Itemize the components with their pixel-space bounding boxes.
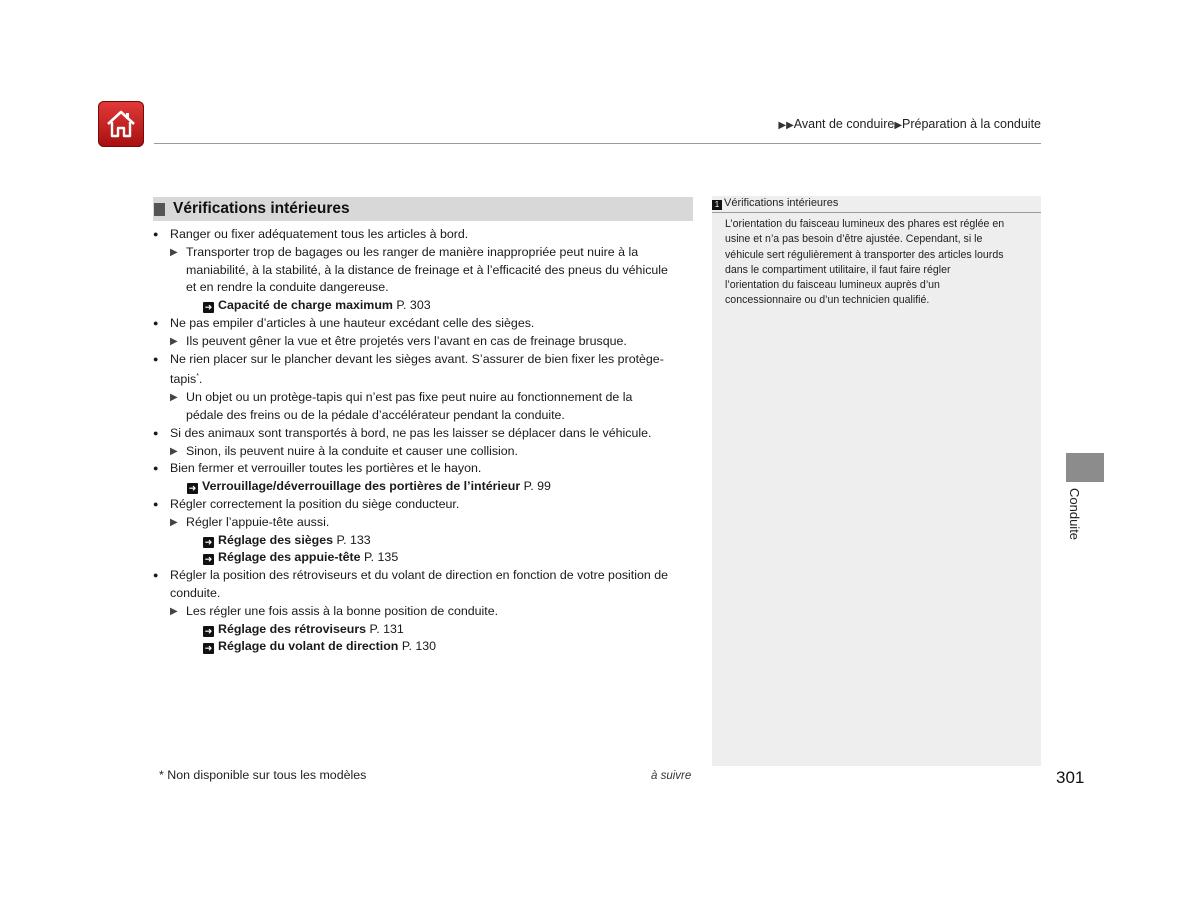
bullet-text: Régler correctement la position du siège conducteur. [170, 497, 460, 512]
bullet-text: Ne rien placer sur le plancher devant les sièges avant. S’assurer de bien fixer les protège- [170, 351, 664, 366]
reference-page[interactable]: P. 133 [336, 532, 371, 547]
bullet-text: Ne pas empiler d’articles à une hauteur excédant celle des sièges. [170, 315, 535, 330]
bullet-dot-icon: ● [153, 229, 159, 239]
reference-title[interactable]: Capacité de charge maximum [218, 298, 393, 313]
cross-reference-link[interactable] [153, 297, 698, 315]
reference-title[interactable]: Réglage du volant de direction [218, 639, 399, 654]
bullet-item [153, 351, 698, 369]
header-divider [154, 143, 1041, 144]
triangle-bullet-icon: ▶ [170, 246, 178, 258]
continued-label: à suivre [651, 770, 692, 782]
chapter-tab-label: Conduite [1067, 488, 1082, 541]
cross-reference-link[interactable] [153, 638, 698, 656]
side-panel-line: usine et n’a pas besoin d’être ajustée. Cependant, si le [725, 233, 983, 246]
sub-text: Ils peuvent gêner la vue et être projetés vers l’avant en cas de freinage brusque. [186, 333, 627, 348]
home-button[interactable] [98, 101, 144, 147]
continuation-text: conduite. [170, 586, 221, 601]
reference-title[interactable]: Réglage des appuie-tête [218, 550, 361, 565]
triangle-bullet-icon: ▶ [170, 335, 178, 347]
continuation-text: tapis [170, 372, 197, 387]
reference-arrow-icon: ➜ [204, 643, 213, 654]
chapter-tab[interactable] [1066, 453, 1104, 482]
bullet-dot-icon: ● [153, 570, 159, 581]
bullet-text: Régler la position des rétroviseurs et du volant de direction en fonction de votre position de [170, 568, 668, 583]
reference-arrow-icon: ➜ [204, 554, 213, 565]
chapter-tab-label-wrap [1066, 488, 1086, 548]
bullet-text: Ranger ou fixer adéquatement tous les articles à bord. [170, 227, 469, 241]
sub-text: Transporter trop de bagages ou les ranger de manière inappropriée peut nuire à la [186, 244, 639, 259]
main-content [153, 226, 698, 656]
reference-arrow-icon: 1 [712, 200, 722, 210]
punctuation: . [198, 372, 203, 387]
triangle-bullet-icon: ▶ [170, 392, 178, 404]
triangle-bullet-icon: ▶ [170, 516, 178, 528]
bullet-dot-icon: ● [153, 463, 159, 474]
reference-page[interactable]: P. 130 [401, 639, 437, 654]
sub-item [153, 443, 698, 461]
breadcrumb-item[interactable]: Avant de conduire [793, 117, 895, 131]
sub-text: Les régler une fois assis à la bonne position de conduite. [186, 603, 499, 618]
reference-arrow-icon: ➜ [204, 536, 213, 547]
triangle-bullet-icon: ▶ [170, 445, 178, 457]
reference-arrow-icon: ➜ [204, 625, 213, 636]
section-square-icon [154, 203, 165, 216]
side-panel-line: L’orientation du faisceau lumineux des phares est réglée en [725, 218, 1005, 230]
sub-item [153, 244, 698, 262]
bullet-item [153, 226, 698, 244]
cross-reference-link[interactable] [153, 532, 698, 550]
reference-arrow-icon: ➜ [188, 483, 197, 494]
reference-page[interactable]: P. 99 [523, 479, 551, 494]
side-panel-body [725, 217, 1030, 309]
bullet-dot-icon: ● [153, 499, 159, 510]
side-panel-title: Vérifications intérieures [724, 197, 839, 209]
bullet-item [153, 496, 698, 514]
cross-reference-link[interactable] [153, 621, 698, 639]
continuation-text: pédale des freins ou de la pédale d’accélérateur pendant la conduite. [186, 408, 565, 423]
side-panel-line: l’orientation du faisceau lumineux auprès d’un [725, 279, 940, 292]
home-icon [105, 108, 137, 140]
bullet-text: Bien fermer et verrouiller toutes les portières et le hayon. [170, 461, 482, 476]
triangle-bullet-icon: ▶ [170, 605, 178, 617]
sub-item [153, 333, 698, 351]
reference-title[interactable]: Verrouillage/déverrouillage des portières de l’intérieur [202, 479, 521, 494]
sub-item [153, 389, 698, 407]
continuation-line [153, 407, 698, 425]
reference-arrow-icon: ➜ [204, 302, 213, 313]
footnote-marker: * [196, 373, 199, 381]
footnote: * Non disponible sur tous les modèles [159, 768, 367, 782]
reference-title[interactable]: Réglage des sièges [218, 532, 334, 547]
sub-text: Un objet ou un protège-tapis qui n’est pas fixe peut nuire au fonctionnement de la [186, 390, 633, 405]
breadcrumb [778, 117, 1041, 131]
continuation-text: et en rendre la conduite dangereuse. [186, 280, 389, 295]
breadcrumb-item[interactable]: Préparation à la conduite [902, 117, 1041, 131]
breadcrumb-separator-icon: ▶ [894, 120, 903, 131]
sub-item [153, 514, 698, 532]
continuation-text: maniabilité, à la stabilité, à la distance de freinage et à l’efficacité des pneus du véhicule [186, 262, 668, 277]
sub-text: Sinon, ils peuvent nuire à la conduite et causer une collision. [186, 443, 519, 458]
bullet-item [153, 567, 698, 585]
side-panel-header [712, 196, 1041, 213]
bullet-item [153, 315, 698, 333]
bullet-item [153, 460, 698, 478]
bullet-dot-icon: ● [153, 427, 159, 438]
bullet-dot-icon: ● [153, 317, 159, 328]
page-number: 301 [1056, 768, 1085, 787]
bullet-item [153, 425, 698, 443]
continuation-line [153, 368, 698, 389]
continuation-line [153, 262, 698, 280]
side-panel-line: concessionnaire ou d’un technicien qualifié. [725, 294, 930, 307]
sub-text: Régler l’appuie-tête aussi. [186, 514, 330, 529]
bullet-text: Si des animaux sont transportés à bord, ne pas les laisser se déplacer dans le véhicule. [170, 425, 652, 440]
sub-item [153, 603, 698, 621]
section-title: Vérifications intérieures [173, 200, 350, 217]
reference-page[interactable]: P. 135 [363, 550, 399, 565]
continuation-line [153, 279, 698, 297]
cross-reference-link[interactable] [153, 549, 698, 567]
reference-title[interactable]: Réglage des rétroviseurs [218, 621, 367, 636]
section-header [153, 197, 693, 221]
side-panel-line: dans le compartiment utilitaire, il faut faire régler [725, 263, 951, 276]
cross-reference-link[interactable] [153, 478, 698, 496]
continuation-line [153, 585, 698, 603]
reference-page[interactable]: P. 303 [396, 298, 431, 313]
reference-page[interactable]: P. 131 [369, 621, 404, 636]
side-panel-line: véhicule sert régulièrement à transporter des articles lourds [725, 248, 1004, 261]
breadcrumb-arrow-icon: ▶▶ [778, 120, 794, 131]
bullet-dot-icon: ● [153, 353, 159, 364]
